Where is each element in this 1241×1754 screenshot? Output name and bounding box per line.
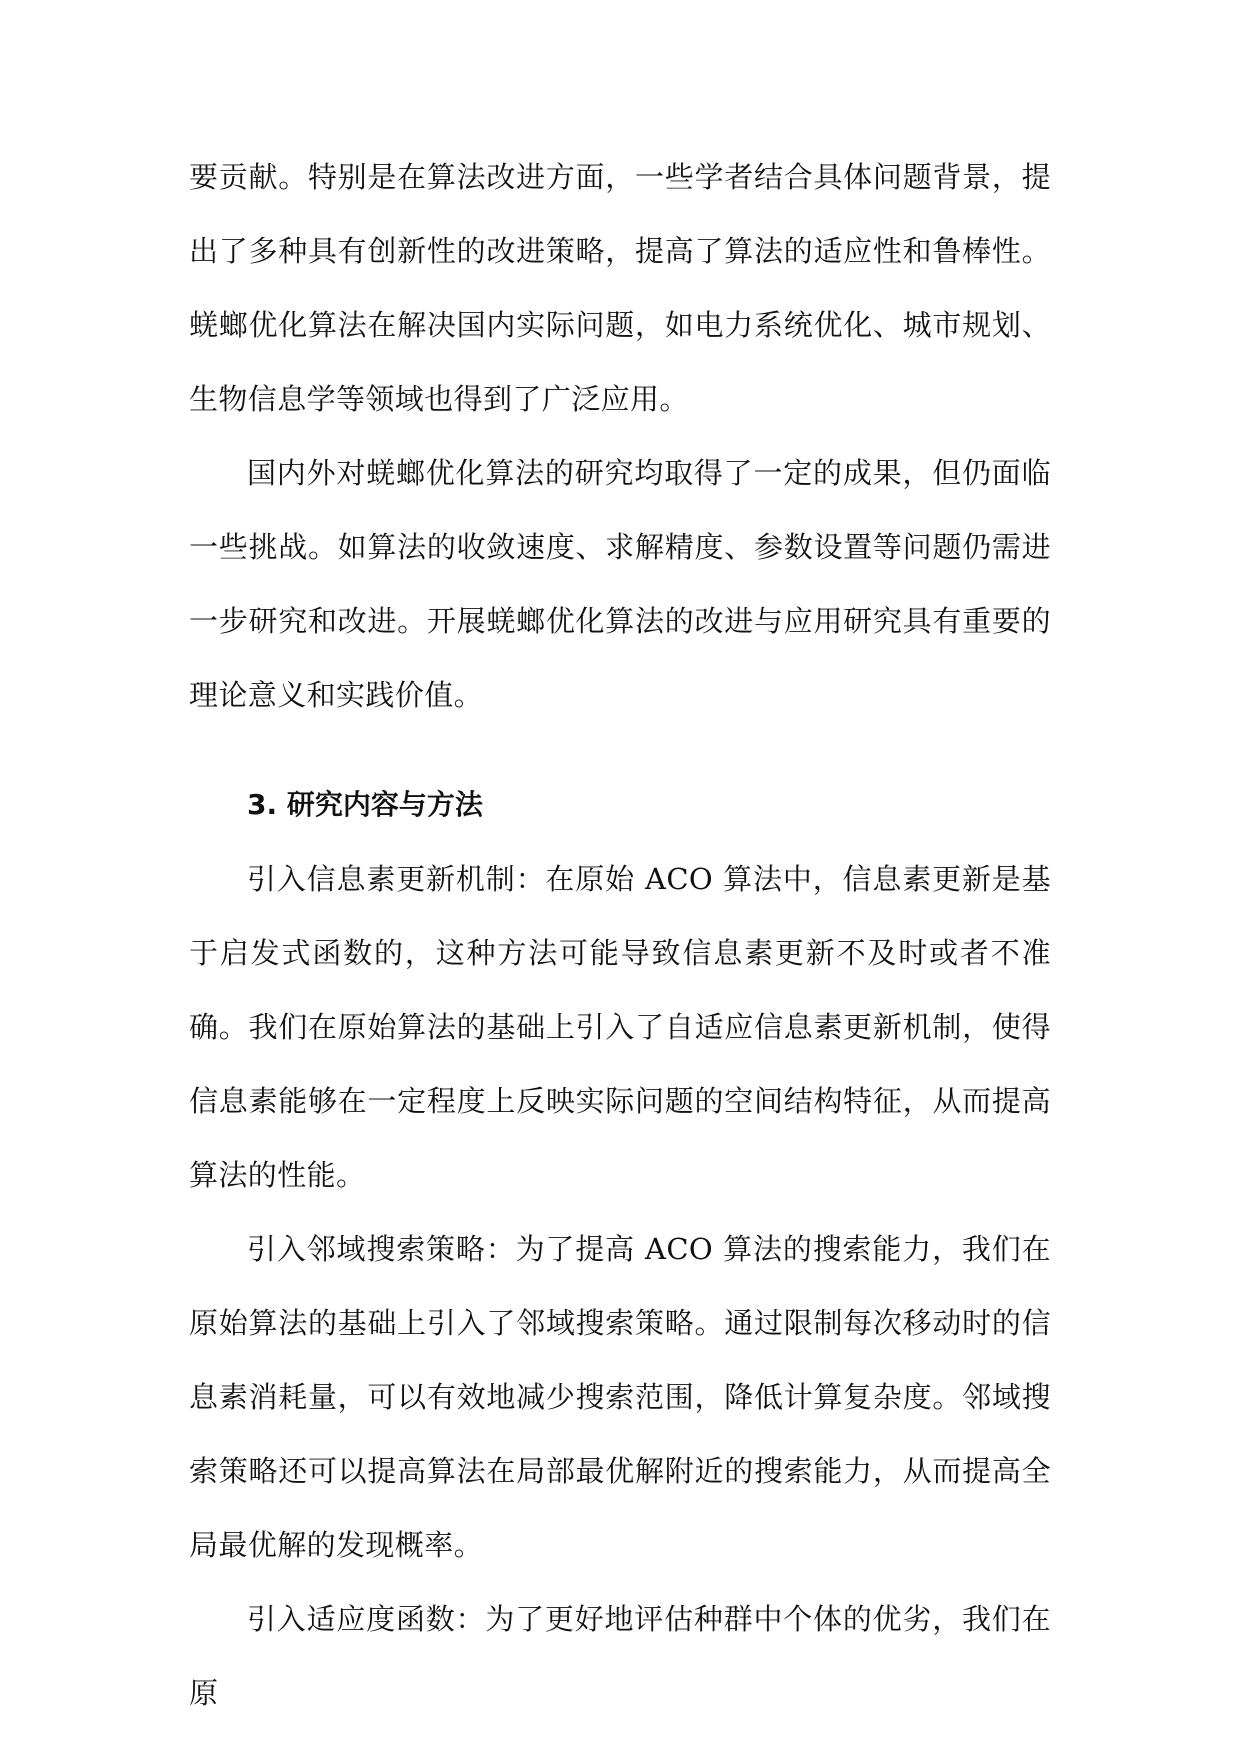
section-heading: 3. 研究内容与方法: [247, 788, 483, 821]
paragraph-neighborhood-search: 引入邻域搜索策略：为了提高 ACO 算法的搜索能力，我们在原始算法的基础上引入了邻域搜索策略。通过限制每次移动时的信息素消耗量，可以有效地减少搜索范围，降低计算复杂度。邻域搜索策略还可以提高算法在局部最优解附近的搜索能力，从而提高全局最优解的发现概率。: [189, 1232, 1051, 1562]
document-body: [189, 140, 1051, 1730]
paragraph-continuation: 要贡献。特别是在算法改进方面，一些学者结合具体问题背景，提出了多种具有创新性的改进策略，提高了算法的适应性和鲁棒性。蜣螂优化算法在解决国内实际问题，如电力系统优化、城市规划、生物信息学等领域也得到了广泛应用。: [189, 160, 1051, 416]
paragraph-pheromone-mechanism: 引入信息素更新机制：在原始 ACO 算法中，信息素更新是基于启发式函数的，这种方法可能导致信息素更新不及时或者不准确。我们在原始算法的基础上引入了自适应信息素更新机制，使得信息素能够在一定程度上反映实际问题的空间结构特征，从而提高算法的性能。: [189, 862, 1051, 1192]
paragraph-research-summary: 国内外对蜣螂优化算法的研究均取得了一定的成果，但仍面临一些挑战。如算法的收敛速度、求解精度、参数设置等问题仍需进一步研究和改进。开展蜣螂优化算法的改进与应用研究具有重要的理论意义和实践价值。: [189, 456, 1051, 712]
section-spacer: [189, 732, 1051, 768]
paragraph-fitness-function: 引入适应度函数：为了更好地评估种群中个体的优劣，我们在原: [189, 1602, 1051, 1710]
